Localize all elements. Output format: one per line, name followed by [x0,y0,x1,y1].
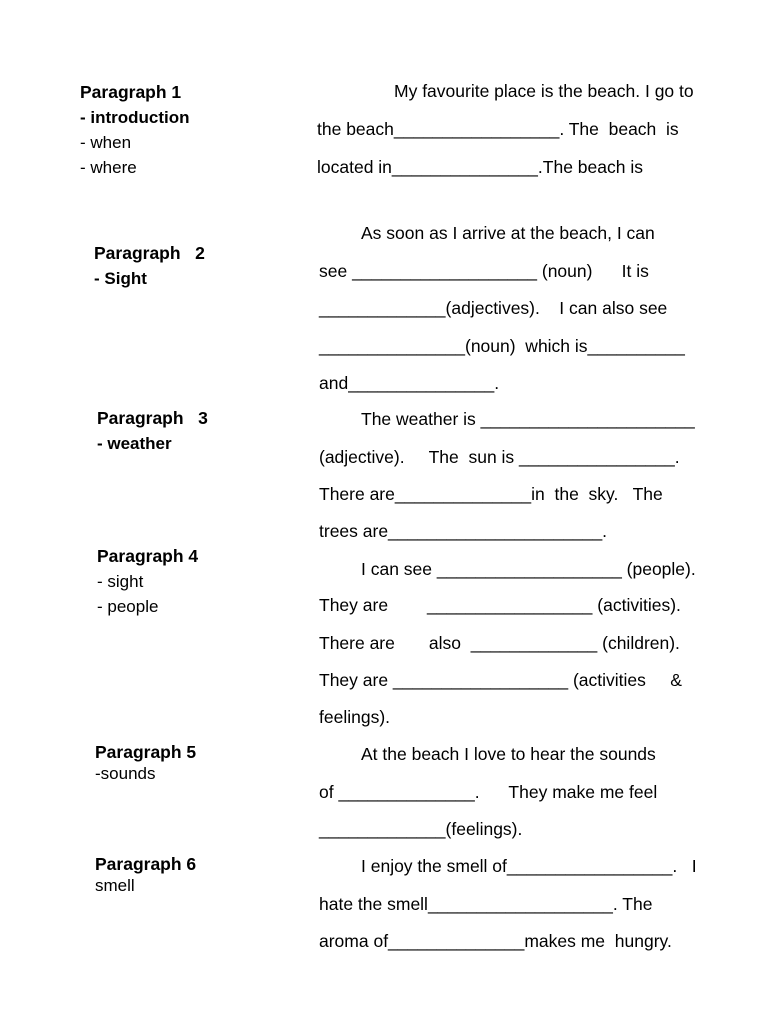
text-line: the beach_________________. The beach is [317,119,679,139]
text-line: hate the smell___________________. The [319,894,653,914]
label-item: - people [97,597,159,616]
text-line: There are also _____________ (children). [319,633,680,653]
text-line: As soon as I arrive at the beach, I can [361,223,655,243]
text-line: They are __________________ (activities & [319,670,682,690]
label-title: Paragraph 5 [95,742,197,762]
paragraph-6-label [95,853,196,897]
text-line: I enjoy the smell of_________________. I [361,856,697,876]
text-line: aroma of______________makes me hungry. [319,931,672,951]
paragraph-1-label [80,80,190,180]
text-line: see ___________________ (noun) It is [319,261,649,281]
label-item: - sight [97,572,144,591]
text-line: There are______________in the sky. The [319,484,663,504]
label-item: -sounds [95,764,156,783]
text-line: My favourite place is the beach. I go to [394,81,694,101]
label-title: Paragraph 2 [94,243,205,263]
text-line: I can see ___________________ (people). [361,559,696,579]
paragraph-2-label [94,241,205,291]
label-item: - weather [97,434,172,453]
text-line: The weather is ______________________ [361,409,695,429]
text-line: (adjective). The sun is ________________. [319,447,680,467]
text-line: At the beach I love to hear the sounds [361,744,656,764]
text-line: trees are______________________. [319,521,608,541]
text-line: They are _________________ (activities). [319,595,681,615]
text-line: feelings). [319,707,391,727]
text-line: and_______________. [319,373,500,393]
text-line: located in_______________.The beach is [317,157,643,177]
label-item: - Sight [94,269,147,288]
text-line: _____________(feelings). [319,819,523,839]
label-title: Paragraph 3 [97,408,208,428]
text-line: _____________(adjectives). I can also see [319,298,668,318]
text-line: of ______________. They make me feel [319,782,658,802]
label-item: - where [80,158,137,177]
label-item: smell [95,876,135,895]
label-title: Paragraph 1 [80,82,182,102]
paragraph-5-label [95,741,196,785]
paragraph-3-label [97,406,208,456]
label-item: - when [80,133,132,152]
label-title: Paragraph 4 [97,546,199,566]
label-item: - introduction [80,108,190,127]
paragraph-4-label [97,544,198,619]
label-title: Paragraph 6 [95,854,197,874]
text-line: _______________(noun) which is__________ [319,336,685,356]
